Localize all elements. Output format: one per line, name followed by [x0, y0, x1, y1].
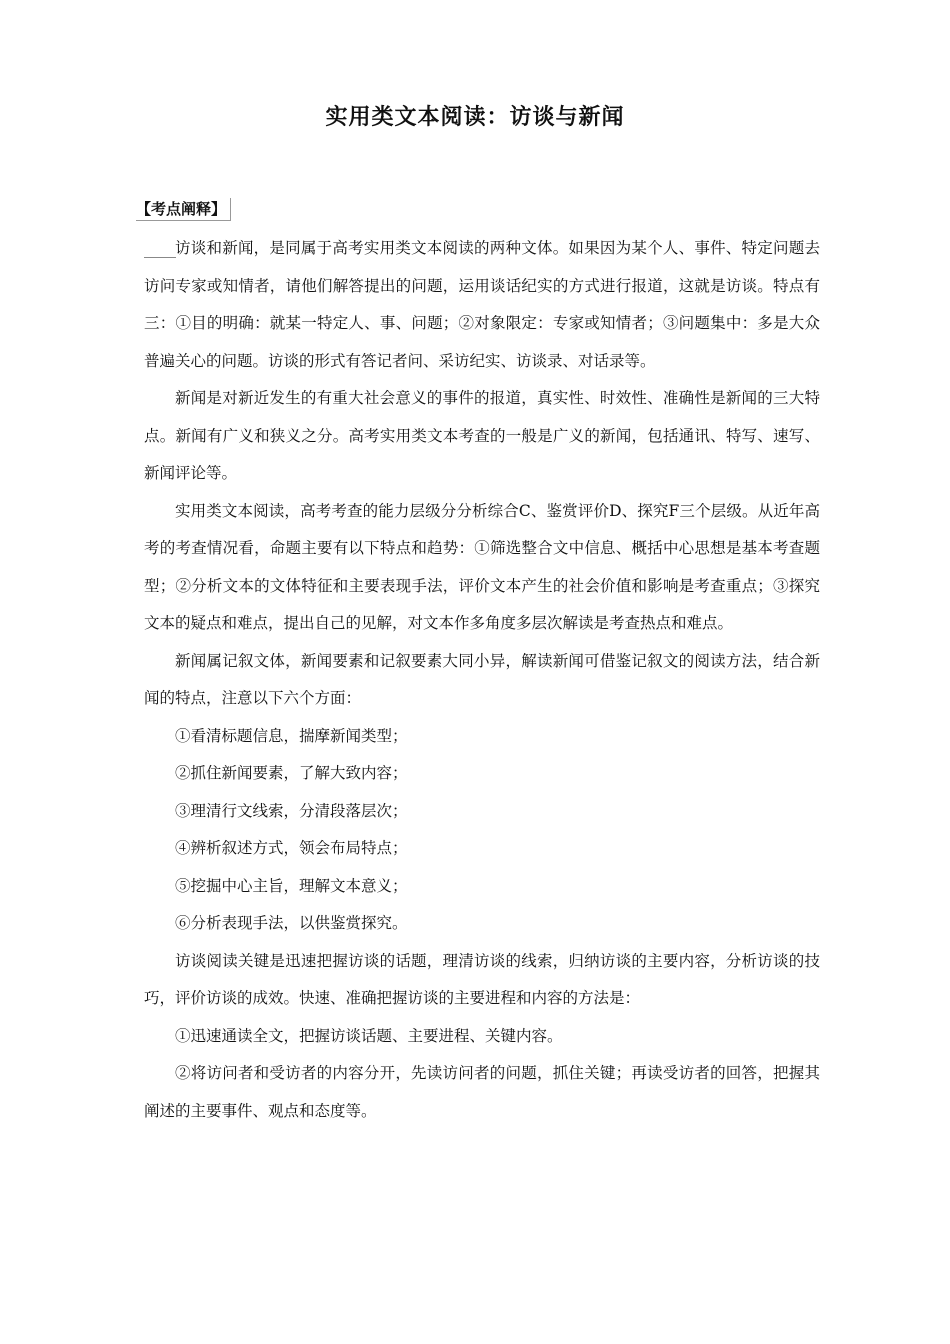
- paragraph-exam-trends: 实用类文本阅读，高考考查的能力层级分分析综合C、鉴赏评价D、探究F三个层级。从近年高考的考查情况看，命题主要有以下特点和趋势：①筛选整合文中信息、概括中心思想是基本考查题型；②分析文本的文体特征和主要表现手法，评价文本产生的社会价值和影响是考查重点；③探究文本的疑点和难点，提出自己的见解，对文本作多角度多层次解读是考查热点和难点。: [144, 501, 820, 632]
- list-item: ③理清行文线索，分清段落层次；: [175, 801, 408, 820]
- document-body: [144, 230, 820, 1130]
- list-item: ②抓住新闻要素，了解大致内容；: [175, 764, 408, 782]
- paragraph-interview-intro: 访谈和新闻，是同属于高考实用类文本阅读的两种文体。如果因为某个人、事件、特定问题去访问专家或知情者，请他们解答提出的问题，运用谈话纪实的方式进行报道，这就是访谈。特点有三：①目的明确：就某一特定人、事、问题；②对象限定：专家或知情者；③问题集中：多是大众普遍关心的问题。访谈的形式有答记者问、采访纪实、访谈录、对话录等。: [144, 239, 820, 370]
- list-item: ②将访问者和受访者的内容分开，先读访问者的问题，抓住关键；再读受访者的回答，把握其阐述的主要事件、观点和态度等。: [144, 1064, 820, 1120]
- list-item: ①迅速通读全文，把握访谈话题、主要进程、关键内容。: [175, 1026, 563, 1045]
- paragraph-news-intro: 新闻是对新近发生的有重大社会意义的事件的报道，真实性、时效性、准确性是新闻的三大特点。新闻有广义和狭义之分。高考实用类文本考查的一般是广义的新闻，包括通讯、特写、速写、新闻评论等。: [144, 389, 820, 482]
- list-item: ①看清标题信息，揣摩新闻类型；: [175, 726, 408, 745]
- document-title: 实用类文本阅读：访谈与新闻: [325, 105, 625, 130]
- paragraph-news-reading: 新闻属记叙文体，新闻要素和记叙要素大同小异，解读新闻可借鉴记叙文的阅读方法，结合新闻的特点，注意以下六个方面：: [144, 651, 820, 707]
- list-item: ⑤挖掘中心主旨，理解文本意义；: [175, 876, 408, 895]
- list-item: ⑥分析表现手法，以供鉴赏探究。: [175, 914, 408, 932]
- list-item: ④辨析叙述方式，领会布局特点；: [175, 839, 408, 857]
- paragraph-interview-reading: 访谈阅读关键是迅速把握访谈的话题，理清访谈的线索，归纳访谈的主要内容，分析访谈的技巧，评价访谈的成效。快速、准确把握访谈的主要进程和内容的方法是：: [144, 951, 820, 1007]
- section-heading: 【考点阐释】: [136, 198, 231, 221]
